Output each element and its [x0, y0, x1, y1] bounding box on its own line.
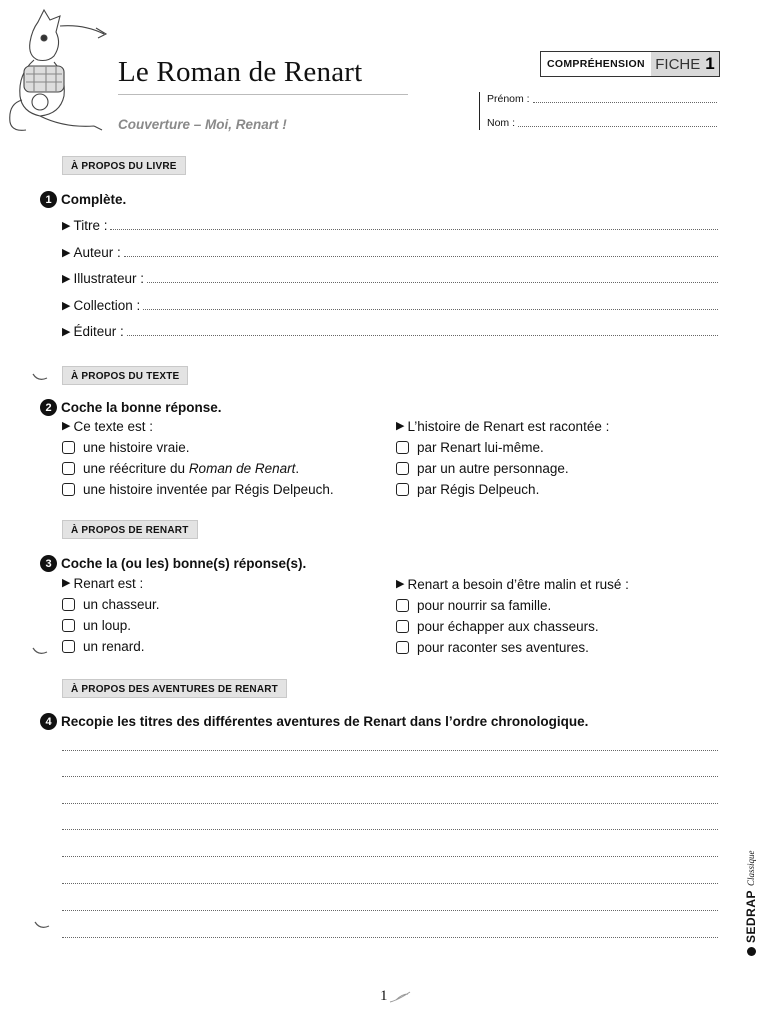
q2-left-heading: [62, 419, 153, 434]
field-label: Éditeur :: [73, 324, 124, 339]
series-label: Classique: [746, 850, 756, 886]
section-tag-renart: À PROPOS DE RENART: [62, 520, 198, 539]
fiche-badge: [540, 51, 720, 77]
fox-illustration: [4, 4, 112, 140]
option-label: une réécriture du: [83, 461, 189, 476]
page-number: [380, 988, 412, 1005]
option-label-italic: Roman de Renart: [188, 461, 296, 476]
option-label-end: .: [295, 461, 300, 476]
option-label: pour échapper aux chasseurs.: [417, 619, 599, 634]
page-number-text: 1: [380, 988, 388, 1004]
section-tag-livre: À PROPOS DU LIVRE: [62, 156, 186, 175]
dotted-answer-line[interactable]: [124, 256, 718, 257]
checkbox[interactable]: [62, 462, 75, 475]
title-rule: [118, 94, 408, 95]
q2-option-reecriture[interactable]: [62, 461, 299, 476]
fiche-type: COMPRÉHENSION: [547, 58, 645, 70]
arrow-right-icon: ▶: [62, 420, 71, 432]
q2-option-histoire-inventee[interactable]: [62, 482, 334, 497]
question-number-badge: 2: [40, 399, 57, 416]
question-3-prompt: Coche la (ou les) bonne(s) réponse(s).: [61, 556, 307, 571]
prenom-field[interactable]: [487, 93, 717, 105]
question-4: [40, 713, 588, 730]
field-titre[interactable]: [62, 218, 718, 233]
answer-line[interactable]: [62, 910, 718, 911]
option-label: une histoire inventée par Régis Delpeuch.: [83, 482, 334, 497]
field-editeur[interactable]: [62, 324, 718, 339]
option-label: pour nourrir sa famille.: [417, 598, 552, 613]
margin-mark: [34, 920, 50, 930]
field-label: Collection :: [73, 298, 141, 313]
section-tag-aventures: À PROPOS DES AVENTURES DE RENART: [62, 679, 287, 698]
checkbox[interactable]: [62, 598, 75, 611]
q2-left-heading-text: Ce texte est :: [73, 419, 154, 434]
checkbox[interactable]: [62, 619, 75, 632]
arrow-right-icon: ▶: [62, 577, 71, 589]
quill-icon: [388, 990, 412, 1004]
prenom-dotted-line[interactable]: [533, 101, 717, 103]
question-1-prompt: Complète.: [61, 192, 127, 207]
question-4-prompt: Recopie les titres des différentes aventures de Renart dans l’ordre chronologique.: [61, 714, 589, 729]
option-label: par Régis Delpeuch.: [417, 482, 540, 497]
fiche-label: FICHE: [655, 55, 701, 73]
question-number-badge: 1: [40, 191, 57, 208]
fiche-number-panel: [651, 52, 719, 76]
q2-right-heading: [396, 419, 609, 434]
q2-option-autre-personnage[interactable]: [396, 461, 569, 476]
checkbox[interactable]: [396, 599, 409, 612]
id-divider: [479, 92, 480, 130]
field-label: Illustrateur :: [73, 271, 144, 286]
arrow-right-icon: ▶: [396, 420, 405, 432]
arrow-right-icon: ▶: [62, 326, 71, 338]
arrow-right-icon: ▶: [396, 578, 405, 590]
option-label: un chasseur.: [83, 597, 160, 612]
dotted-answer-line[interactable]: [127, 335, 718, 336]
sedrap-logo-icon: [747, 947, 756, 956]
q3-right-heading: [396, 577, 629, 592]
fiche-number: 1: [705, 54, 715, 73]
nom-field[interactable]: [487, 117, 717, 129]
q3-option-loup[interactable]: [62, 618, 131, 633]
margin-mark: [32, 372, 48, 382]
arrow-right-icon: ▶: [62, 300, 71, 312]
arrow-right-icon: ▶: [62, 247, 71, 259]
option-label: un renard.: [83, 639, 145, 654]
nom-label: Nom :: [487, 117, 516, 129]
dotted-answer-line[interactable]: [147, 282, 718, 283]
checkbox[interactable]: [396, 483, 409, 496]
answer-line[interactable]: [62, 829, 718, 830]
worksheet-title: Le Roman de Renart: [118, 56, 363, 88]
q3-option-nourrir[interactable]: [396, 598, 551, 613]
q3-option-raconter[interactable]: [396, 640, 589, 655]
checkbox[interactable]: [396, 462, 409, 475]
q3-option-echapper[interactable]: [396, 619, 599, 634]
arrow-right-icon: ▶: [62, 273, 71, 285]
question-2: [40, 399, 222, 416]
dotted-answer-line[interactable]: [110, 229, 718, 230]
checkbox[interactable]: [62, 640, 75, 653]
question-3: [40, 555, 306, 572]
checkbox[interactable]: [396, 441, 409, 454]
section-tag-texte: À PROPOS DU TEXTE: [62, 366, 188, 385]
q3-option-chasseur[interactable]: [62, 597, 160, 612]
dotted-answer-line[interactable]: [143, 309, 718, 310]
option-label: une histoire vraie.: [83, 440, 190, 455]
question-number-badge: 3: [40, 555, 57, 572]
q2-option-renart[interactable]: [396, 440, 544, 455]
q3-right-heading-text: Renart a besoin d’être malin et rusé :: [407, 577, 629, 592]
arrow-right-icon: ▶: [62, 220, 71, 232]
checkbox[interactable]: [62, 483, 75, 496]
option-label: par Renart lui-même.: [417, 440, 544, 455]
q3-left-heading-text: Renart est :: [73, 576, 144, 591]
nom-dotted-line[interactable]: [518, 125, 717, 127]
answer-line[interactable]: [62, 937, 718, 938]
q3-left-heading: [62, 576, 143, 591]
answer-line[interactable]: [62, 883, 718, 884]
sedrap-brand: SEDRAP: [744, 889, 758, 943]
question-2-prompt: Coche la bonne réponse.: [61, 400, 222, 415]
checkbox[interactable]: [62, 441, 75, 454]
prenom-label: Prénom :: [487, 93, 530, 105]
question-1: [40, 191, 126, 208]
q2-option-histoire-vraie[interactable]: [62, 440, 190, 455]
checkbox[interactable]: [396, 620, 409, 633]
answer-line[interactable]: [62, 750, 718, 751]
field-illustrateur[interactable]: [62, 271, 718, 286]
worksheet-subtitle: Couverture – Moi, Renart !: [118, 117, 287, 132]
q2-option-regis[interactable]: [396, 482, 539, 497]
option-label: pour raconter ses aventures.: [417, 640, 589, 655]
answer-line[interactable]: [62, 803, 718, 804]
field-label: Auteur :: [73, 245, 121, 260]
option-label: par un autre personnage.: [417, 461, 569, 476]
checkbox[interactable]: [396, 641, 409, 654]
question-number-badge: 4: [40, 713, 57, 730]
field-label: Titre :: [73, 218, 108, 233]
q2-right-heading-text: L’histoire de Renart est racontée :: [407, 419, 610, 434]
q3-option-renard[interactable]: [62, 639, 145, 654]
answer-line[interactable]: [62, 776, 718, 777]
field-auteur[interactable]: [62, 245, 718, 260]
option-label: un loup.: [83, 618, 132, 633]
publisher-mark: [736, 832, 760, 962]
margin-mark: [32, 646, 48, 656]
field-collection[interactable]: [62, 298, 718, 313]
answer-line[interactable]: [62, 856, 718, 857]
